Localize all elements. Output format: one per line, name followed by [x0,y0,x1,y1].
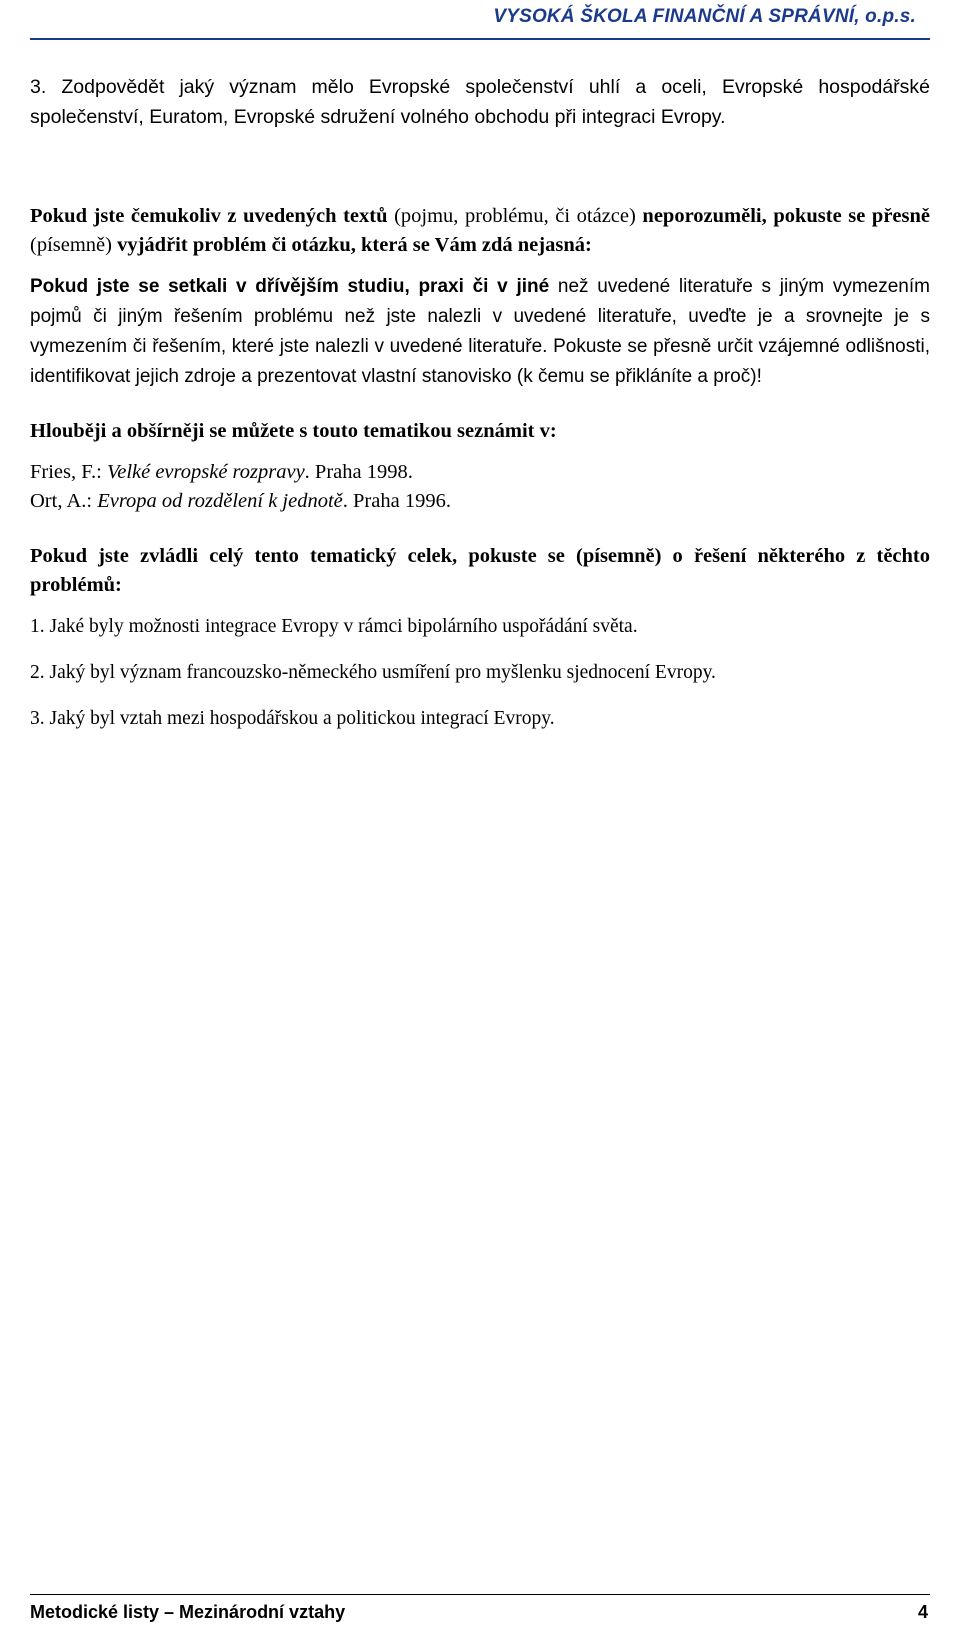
problems-heading: Pokud jste zvládli celý tento tematický celek, pokuste se (písemně) o řešení některého z těchto problémů: [30,545,930,596]
footer-title: Metodické listy – Mezinárodní vztahy [30,1602,346,1622]
literature-rest: . Praha 1998. [304,461,413,483]
intro-bold-5: vyjádřit problém či otázku, která se Vám zdá nejasná: [117,234,592,256]
further-reading-list [30,458,930,516]
question-3: 3. Zodpovědět jaký význam mělo Evropské společenství uhlí a oceli, Evropské hospodářské společenství, Euratom, Evropské sdružení volného obchodu při integraci Evropy. [30,76,930,128]
encounter-text: než uvedené literatuře s jiným vymezením pojmů či jiným řešením problému než jste nalezli v uvedené literatuře, uveďte je a srovnejte je s vymezením či řešením, které jste nalezli v uvedené literatuře. Pokuste se přesně určit vzájemné odlišnosti, identifikovat jejich zdroje a prezentovat vlastní stanovisko (k čemu se přikláníte a proč)! [30,276,930,387]
problem-item: 1. Jaké byly možnosti integrace Evropy v rámci bipolárního uspořádání světa. [30,616,638,637]
intro-text-4: (písemně) [30,234,118,256]
encounter-paragraph [30,272,930,392]
intro-text-2: (pojmu, problému, či otázce) [387,205,643,227]
footer-divider [30,1594,930,1595]
page-number: 4 [917,1602,928,1622]
page-content [30,72,930,733]
literature-author: Ort, A.: [30,490,98,512]
intro-bold-1: Pokud jste čemukoliv z uvedených textů [30,205,388,227]
problem-item: 3. Jaký byl vztah mezi hospodářskou a politickou integrací Evropy. [30,708,555,729]
further-reading-heading: Hlouběji a obšírněji se můžete s touto tematikou seznámit v: [30,420,557,442]
page-header: VYSOKÁ ŠKOLA FINANČNÍ A SPRÁVNÍ, o.p.s. [493,6,916,27]
intro-bold-3: neporozuměli, pokuste se přesně [642,205,931,227]
literature-item [30,458,930,487]
literature-title: Evropa od rozdělení k jednotě [97,490,343,512]
literature-title: Velké evropské rozpravy [106,461,305,483]
literature-author: Fries, F.: [30,461,107,483]
problem-item: 2. Jaký byl význam francouzsko-německého usmíření pro myšlenku sjednocení Evropy. [30,662,716,683]
literature-rest: . Praha 1996. [342,490,451,512]
encounter-bold: Pokud jste se setkali v dřívějším studiu, praxi či v jiné [30,276,550,297]
intro-paragraph [30,202,930,260]
literature-item [30,487,930,516]
header-divider [30,38,930,40]
